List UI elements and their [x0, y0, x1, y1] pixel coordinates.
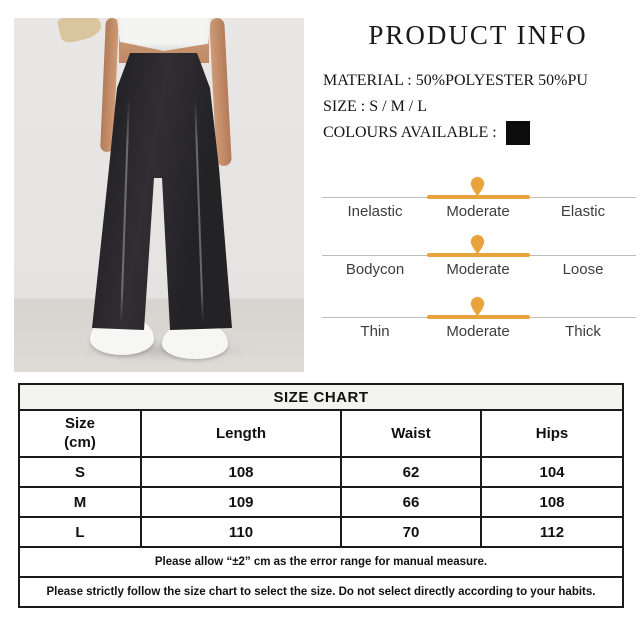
table-row-l [19, 517, 623, 547]
droplet-marker-icon [469, 235, 486, 254]
col-header-hips: Hips [481, 410, 623, 457]
scale-active-range [427, 315, 530, 319]
cell-length: 110 [141, 517, 341, 547]
cell-hips: 112 [481, 517, 623, 547]
cell-hips: 104 [481, 457, 623, 487]
col-header-size: Size (cm) [19, 410, 141, 457]
cell-hips: 108 [481, 487, 623, 517]
model-hair [56, 18, 103, 45]
scale-label-bodycon: Bodycon [345, 261, 405, 278]
table-row-s [19, 457, 623, 487]
size-chart-table [18, 383, 624, 608]
scale-label-loose: Loose [562, 261, 604, 278]
thickness-scale [322, 297, 636, 355]
material-line: MATERIAL : 50%POLYESTER 50%PU [323, 72, 588, 89]
scale-label-moderate: Moderate [446, 261, 510, 278]
cell-length: 109 [141, 487, 341, 517]
cell-waist: 70 [341, 517, 481, 547]
page-title: PRODUCT INFO [368, 20, 588, 50]
scale-active-range [427, 253, 530, 257]
scale-label-elastic: Elastic [560, 203, 606, 220]
black-color-swatch [506, 121, 530, 145]
size-line: SIZE : S / M / L [323, 98, 428, 115]
droplet-marker-icon [469, 177, 486, 196]
product-photo [14, 18, 304, 372]
measure-tolerance-note: Please allow “±2” cm as the error range for manual measure. [19, 547, 623, 577]
cell-waist: 66 [341, 487, 481, 517]
scale-label-thick: Thick [565, 323, 601, 340]
table-row-m [19, 487, 623, 517]
scale-active-range [427, 195, 530, 199]
cell-size: L [19, 517, 141, 547]
size-selection-note: Please strictly follow the size chart to select the size. Do not select directly according to your habits. [19, 577, 623, 607]
scale-label-moderate: Moderate [446, 323, 510, 340]
scale-label-inelastic: Inelastic [347, 203, 403, 220]
droplet-marker-icon [469, 297, 486, 316]
col-header-length: Length [141, 410, 341, 457]
colours-label: COLOURS AVAILABLE : [323, 124, 497, 141]
size-chart-title: SIZE CHART [19, 384, 623, 410]
cell-size: M [19, 487, 141, 517]
cell-length: 108 [141, 457, 341, 487]
colours-line [323, 121, 530, 145]
cell-size: S [19, 457, 141, 487]
elasticity-scale [322, 177, 636, 235]
col-header-waist: Waist [341, 410, 481, 457]
scale-label-thin: Thin [360, 323, 390, 340]
black-leather-pants [14, 18, 304, 372]
cell-waist: 62 [341, 457, 481, 487]
scale-label-moderate: Moderate [446, 203, 510, 220]
fit-scale [322, 235, 636, 293]
